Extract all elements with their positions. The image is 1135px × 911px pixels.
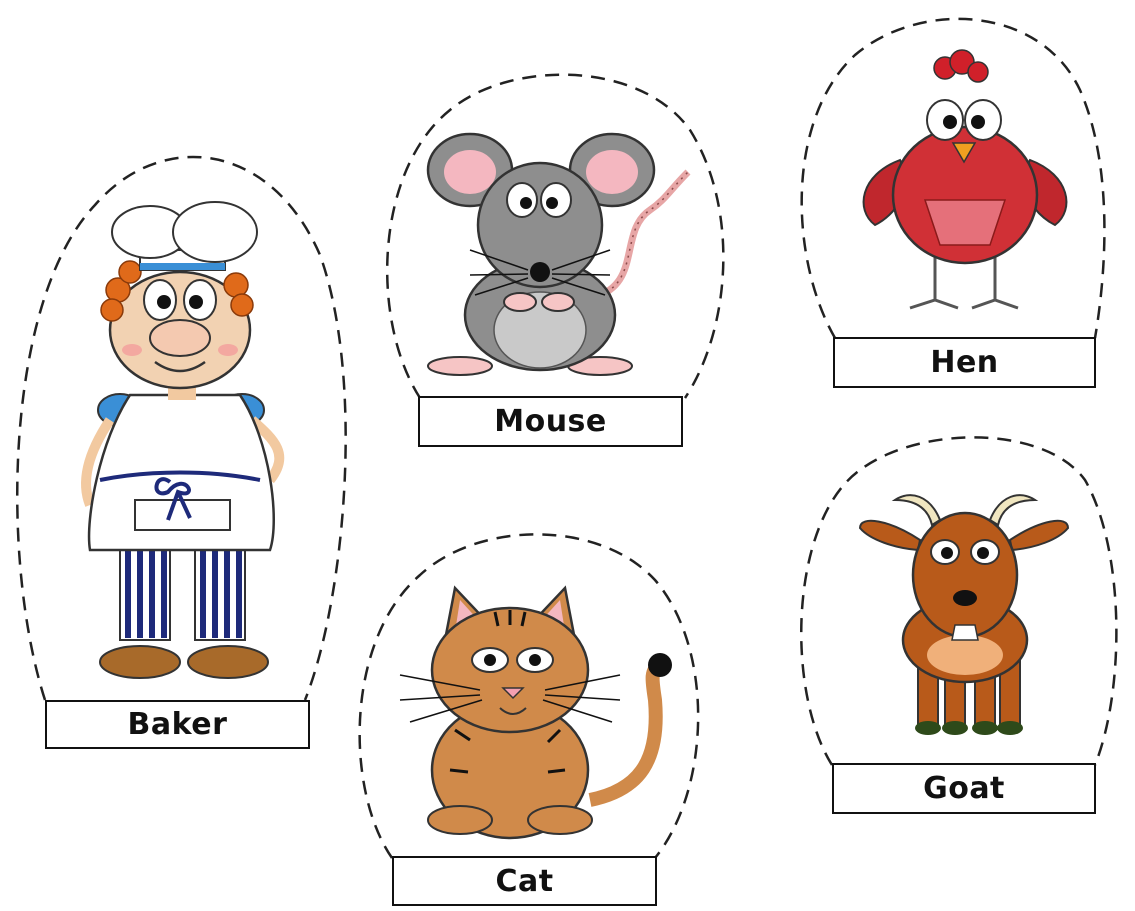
mouse-label: [418, 396, 683, 447]
baker-illustration: [86, 202, 279, 678]
goat-label: [832, 763, 1096, 814]
mouse-illustration: [428, 134, 688, 375]
hen-label-text: Hen: [930, 345, 999, 380]
goat-illustration: [860, 495, 1068, 735]
baker-label-text: Baker: [127, 707, 228, 742]
hen-label: [833, 337, 1096, 388]
mouse-label-text: Mouse: [494, 404, 607, 439]
cat-label-text: Cat: [495, 863, 554, 899]
hen-illustration: [864, 50, 1067, 308]
cat-illustration: [400, 588, 672, 838]
cat-label: [392, 856, 657, 906]
goat-label-text: Goat: [923, 771, 1005, 806]
baker-label: [45, 700, 310, 749]
